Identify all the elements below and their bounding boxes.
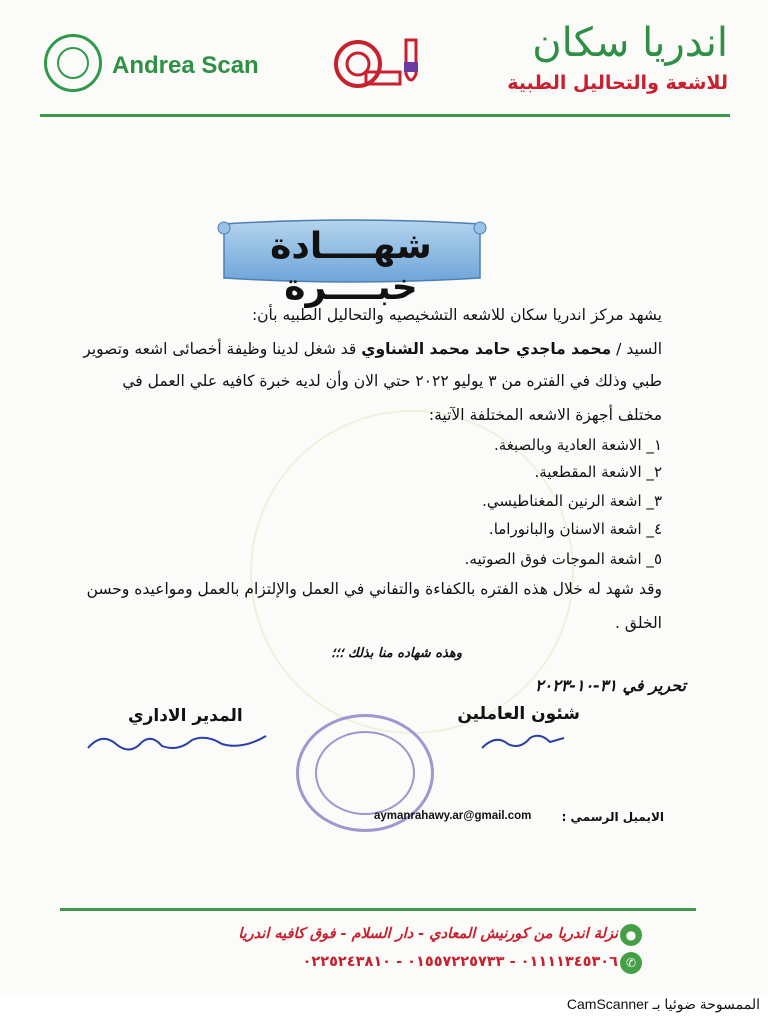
location-pin-icon: ● bbox=[620, 924, 642, 946]
footer-phones: ٠١١١١٣٤٥٣٠٦ - ٠١٥٥٧٢٢٥٧٣٣ - ٠٢٢٥٢٤٣٨١٠ bbox=[302, 954, 618, 970]
andrea-scan-logo-icon bbox=[44, 34, 102, 92]
admin-manager-title: المدير الاداري bbox=[128, 706, 243, 726]
list-item: ٤_ اشعة الاسنان والبانوراما. bbox=[488, 520, 662, 538]
watermark bbox=[250, 410, 574, 734]
list-item: ٣_ اشعة الرنين المغناطيسي. bbox=[482, 492, 662, 510]
body-line-1: يشهد مركز اندريا سكان للاشعه التشخيصيه والتحاليل الطبيه بأن: bbox=[251, 306, 662, 324]
footer-divider bbox=[60, 908, 696, 911]
brand-name-arabic: اندريا سكان bbox=[532, 20, 728, 66]
list-item: ٥_ اشعة الموجات فوق الصوتيه. bbox=[464, 550, 662, 568]
hr-affairs-signature bbox=[478, 728, 568, 754]
issue-date: تحرير في ٣١-١٠-٢٠٢٣ bbox=[534, 676, 686, 695]
official-email: aymanrahawy.ar@gmail.com bbox=[374, 810, 532, 822]
body-line-5: وقد شهد له خلال هذه الفتره بالكفاءة والتفاني في العمل والإلتزام بالعمل ومواعيده وحسن bbox=[86, 580, 662, 598]
list-item: ١_ الاشعة العادية وبالصبغة. bbox=[493, 436, 662, 454]
list-item: ٢_ الاشعة المقطعية. bbox=[534, 463, 662, 481]
header-divider bbox=[40, 114, 730, 117]
body-line-2-suffix: قد شغل لدينا وظيفة أخصائى اشعه وتصوير bbox=[83, 340, 362, 358]
admin-manager-signature bbox=[82, 724, 272, 758]
employee-name: محمد ماجدي حامد محمد الشناوي bbox=[361, 340, 612, 358]
closing-statement: وهذه شهاده منا بذلك ؛؛؛ bbox=[331, 646, 462, 661]
brand-name-english: Andrea Scan bbox=[112, 52, 259, 79]
phone-icon: ✆ bbox=[620, 952, 642, 974]
ct-scanner-flask-icon bbox=[326, 34, 436, 94]
official-email-label: الايميل الرسمي : bbox=[561, 810, 664, 824]
hr-affairs-title: شئون العاملين bbox=[457, 704, 580, 724]
body-line-3: طبي وذلك في الفتره من ٣ يوليو ٢٠٢٢ حتي الان وأن لديه خبرة كافيه علي العمل في bbox=[122, 372, 662, 390]
brand-subtitle-arabic: للاشعة والتحاليل الطبية bbox=[507, 72, 728, 94]
body-line-2 bbox=[83, 340, 662, 358]
body-line-2-prefix: السيد / bbox=[611, 340, 662, 358]
body-line-4: مختلف أجهزة الاشعه المختلفة الآتية: bbox=[428, 406, 662, 424]
camscanner-watermark: الممسوحة ضوئيا بـ CamScanner bbox=[566, 996, 760, 1012]
body-line-6: الخلق . bbox=[615, 614, 662, 632]
footer-address: نزلة اندريا من كورنيش المعادي - دار السلام - فوق كافيه اندريا bbox=[238, 926, 618, 942]
certificate-title: شهــــادة خبــــرة bbox=[270, 226, 432, 308]
